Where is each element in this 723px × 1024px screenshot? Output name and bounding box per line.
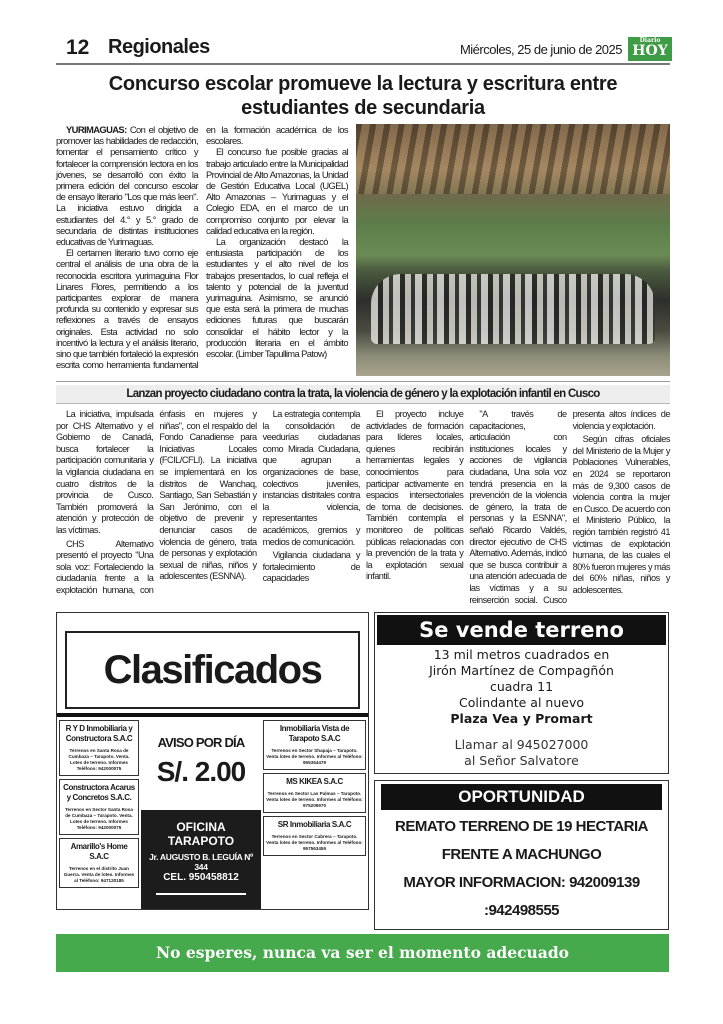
ad-line: Colindante al nuevo	[458, 695, 584, 711]
logo-big-text: HOY	[632, 43, 668, 59]
classified-text: Terrenos en Santa Rosa de Cumbaza – Tarapoto. Venta. Lotes de terreno. Informes Teléfono: 942000075	[68, 748, 130, 772]
office-divider	[156, 893, 246, 895]
classified-text: Terrenos en Sector Santa Rosa de Cumbaza – Tarapoto. Venta. Lotes de terreno. Informes Teléfono: 942000075	[65, 807, 133, 831]
aviso-price: S/. 2.00	[156, 756, 246, 788]
land-sale-title: Se vende terreno	[377, 615, 666, 645]
classified-name: Amarillo's Home S.A.C	[70, 842, 128, 862]
classifieds-row	[57, 713, 368, 909]
article2-paragraph: La estrategia contempla la consolidación de veedurías ciudadanas como Mirada Ciudadana, que agrupan a organizaciones de base, colectivos juveniles, instancias distritales contra la violencia, representantes académicos, gremios y medios de comunicación.	[262, 409, 360, 547]
property-ads	[374, 612, 669, 930]
classified-text: Terrenos en el distrito Juan Guerra. Venta de lotes. Informes al Teléfono: 947120185	[63, 866, 135, 884]
article1-photo	[356, 124, 670, 376]
section-divider	[56, 381, 670, 382]
page-number: 12	[66, 36, 90, 59]
bottom-banner: No esperes, nunca va ser el momento adecuado	[56, 934, 669, 972]
logo-small-text: Diario	[639, 37, 661, 44]
article1	[56, 124, 670, 376]
classified-ad	[263, 720, 366, 770]
header-divider	[56, 63, 670, 65]
article1-headline: Concurso escolar promueve la lectura y escritura entre estudiantes de secundaria	[108, 73, 618, 119]
classified-ad	[59, 838, 139, 888]
ad-line: :942498555	[483, 902, 560, 920]
aviso-label: AVISO POR DÍA	[157, 735, 245, 751]
article1-paragraph: El certamen literario tuvo como eje central el análisis de una obra de la reconocida escritora yurimaguina Flor Linares Flores, permitiendo a los participantes explorar de manera profunda su contenido y expresar sus reflexiones a través de ensayos originales. Esta actividad no solo incentivó la lectura y el análisis literario, sino que también fortaleció la expresión escrita como herramienta fundamental en la formación académica de los escolares.	[56, 124, 348, 371]
ad-line: 13 mil metros cuadrados en	[433, 647, 610, 663]
ad-line: FRENTE A MACHUNGO	[441, 846, 602, 864]
ad-line: cuadra 11	[489, 679, 554, 695]
classifieds-title: Clasificados	[65, 631, 360, 709]
ad-contact: al Señor Salvatore	[464, 753, 579, 769]
article2-body	[56, 409, 670, 606]
classified-ad	[59, 720, 139, 776]
ad-line: Plaza Vea y Promart	[450, 711, 593, 727]
office-box	[141, 810, 261, 909]
ads-section	[56, 612, 670, 930]
article1-paragraph: Con el objetivo de promover las habilidades de redacción, fomentar el pensamiento crítico y fortalecer la comprensión lectora en los jóvenes, se desarrolló con éxito la primera edición del concurso escolar de ensayo literario "Los que más leen". La iniciativa estuvo dirigida a estudiantes del 4.° y 5.° grado de secundaria de distintas instituciones educativas de Yurimaguas.	[56, 124, 198, 248]
article2-paragraph: Según cifras oficiales del Ministerio de la Mujer y Poblaciones Vulnerables, en 2024 se reportaron más de 9,300 casos de violencia contra la mujer en Cusco. De acuerdo con el Ministerio Público, la región también registró 41 víctimas de explotación humana, de las cuales el 80% fueron mujeres y más del 60% niñas, niños y adolescentes.	[572, 434, 670, 595]
ad-call: Llamar al 945027000	[454, 737, 589, 753]
classified-ad	[263, 773, 366, 813]
article2-paragraph: El proyecto incluye actividades de formación para líderes locales, quienes recibirán herramientas legales y conocimientos para participar activamente en espacios intersectoriales de toma de decisiones. También contempla el monitoreo de políticas públicas relacionadas con la prevención de la trata y la explotación sexual infantil.	[365, 409, 464, 582]
classifieds-pricing	[141, 717, 261, 909]
classified-text: Terrenos en Sector Cabrera – Tarapoto. Venta lotes de terreno. Informes al Teléfono: 957563455	[266, 834, 363, 852]
ad-line: MAYOR INFORMACION: 942009139	[403, 874, 640, 892]
classified-name: R Y D Inmobiliaria y Constructora S.A.C	[65, 724, 133, 744]
classified-ad	[263, 816, 366, 856]
classified-ad	[59, 779, 139, 835]
opportunity-ad	[374, 780, 669, 930]
classified-name: SR Inmobiliaria S.A.C	[277, 820, 352, 830]
article1-paragraph: El concurso fue posible gracias al trabajo articulado entre la Municipalidad Provincial de Alto Amazonas, la Unidad de Gestión Educativa Local (UGEL) Alto Amazonas – Yurimaguas y el Colegio EDA, en el marco de un compromiso conjunto por elevar la calidad educativa en la región.	[206, 146, 348, 236]
ad-line: Jirón Martínez de Compagñón	[429, 663, 614, 679]
article2-paragraph: La iniciativa, impulsada por CHS Alternativo y el Gobierno de Canadá, busca fortalecer la participación comunitaria y la vigilancia ciudadana en cuatro distritos de la provincia de Cusco. También promoverá la atención y protección de las víctimas.	[56, 409, 154, 535]
classified-name: MS KIKEA S.A.C	[286, 777, 343, 787]
classified-text: Terrenos en Sector Las Palmas – Tarapoto. Venta lotes de terreno. Informes al Teléfono: 975209970	[266, 791, 363, 809]
issue-date: Miércoles, 25 de junio de 2025	[459, 42, 622, 57]
classifieds-right-list	[261, 717, 368, 909]
office-phone: CEL. 950458812	[163, 872, 239, 884]
office-address: Jr. AUGUSTO B. LEGUÍA Nº 344	[149, 852, 253, 873]
article1-body	[56, 124, 348, 370]
office-name: OFICINA TARAPOTO	[167, 820, 235, 849]
classifieds-section	[56, 612, 369, 910]
classified-text: Terrenos en Sector Shapaja – Tarapoto. Venta lotes de terreno. Informes al Teléfono: 955354479	[266, 748, 363, 766]
ad-line: REMATO TERRENO DE 19 HECTARIA	[394, 818, 649, 836]
land-sale-ad	[374, 612, 669, 774]
classifieds-left-list	[57, 717, 141, 909]
article2-paragraph: "A través de capacitaciones, articulación con instituciones locales y acciones de vigilancia ciudadana, Una sola voz tendrá presencia en la prevención de la violencia de género, la trata de personas y la ESNNA", señaló Ricardo Valdés, director ejecutivo de CHS Alternativo. Además, indicó que se busca contribuir a una atención adecuada de las víctimas y a su reinserción social. Cusco presenta altos índices de violencia y explotación.	[469, 409, 670, 605]
article1-dateline: YURIMAGUAS:	[66, 124, 127, 135]
article1-paragraph: La organización destacó la entusiasta participación de los estudiantes y el alto nivel de los trabajos presentados, lo cual refleja el talento y potencial de la juventud yurimaguina. Asimismo, se anunció que esta será la primera de muchas ediciones futuras que buscarán consolidar el hábito lector y la producción literaria en el ámbito escolar. (Limber Tapullima Patow)	[206, 236, 348, 360]
opportunity-title: OPORTUNIDAD	[381, 784, 662, 810]
classified-name: Constructora Acarus y Concretos S.A.C.	[63, 783, 135, 803]
page-content	[56, 72, 670, 972]
article2-subhead: Vigilancia ciudadana y fortalecimiento de capacidades	[262, 550, 360, 584]
section-title: Regionales	[108, 36, 210, 58]
article2-headline: Lanzan proyecto ciudadano contra la trata, la violencia de género y la explotación infantil en Cusco	[56, 385, 670, 404]
article2-paragraph: CHS Alternativo presentó el proyecto "Una sola voz: Fortaleciendo la ciudadanía frente a la explotación humana, con énfasis en mujeres y niñas", con el respaldo del Fondo Canadiense para Iniciativas Locales (FCIL/CFLI). La iniciativa se implementará en los distritos de Wanchaq, Santiago, San Sebastián y San Jerónimo, con el objetivo de prevenir y denunciar casos de violencia de género, trata de personas y explotación sexual de niñas, niños y adolescentes (ESNNA).	[56, 409, 257, 595]
classified-name: Inmobiliaria Vista de Tarapoto S.A.C	[279, 724, 350, 744]
newspaper-logo	[628, 37, 672, 61]
